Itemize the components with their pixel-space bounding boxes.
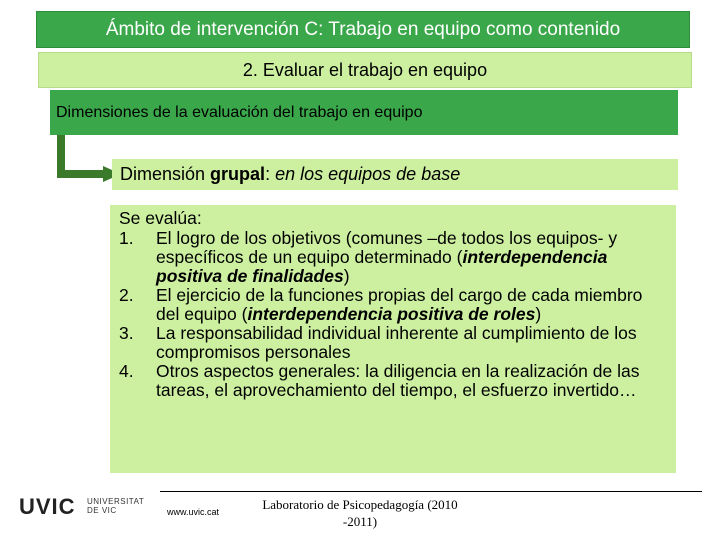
- lab-credit-line-2: -2011): [342, 514, 378, 529]
- list-item: [119, 286, 668, 324]
- list-item-tail: ): [535, 304, 542, 324]
- dimension-label-box: [112, 159, 678, 190]
- list-item-text: [156, 362, 668, 400]
- list-item-emphasis: interdependencia positiva de roles: [247, 304, 536, 324]
- section-subtitle: [38, 52, 692, 88]
- dimension-italic: en los equipos de base: [275, 164, 461, 184]
- dimension-separator: :: [265, 164, 276, 184]
- website-link[interactable]: www.uvic.cat: [167, 507, 220, 517]
- dimensions-heading: [50, 90, 678, 135]
- logo-line-1: UNIVERSITAT: [87, 497, 145, 506]
- logo-line-2: DE VIC: [87, 506, 117, 515]
- list-item-body: La responsabilidad individual inherente al cumplimiento de los compromisos personales: [156, 323, 637, 362]
- list-item-text: [156, 324, 668, 362]
- list-item-tail: ): [343, 266, 350, 286]
- list-item: [119, 229, 668, 286]
- list-item-number: 3.: [119, 323, 134, 343]
- dimensions-heading-text: Dimensiones de la evaluación del trabajo en equipo: [56, 103, 423, 121]
- dimension-bold: grupal: [210, 164, 266, 184]
- uvic-logo-text: [87, 497, 144, 515]
- list-item: [119, 324, 668, 362]
- list-item: [119, 362, 668, 400]
- slide-title-text: Ámbito de intervención C: Trabajo en equipo como contenido: [105, 18, 621, 40]
- evaluation-intro: Se evalúa:: [119, 208, 202, 228]
- dimension-prefix: Dimensión: [120, 164, 211, 184]
- list-item-number: 1.: [119, 228, 134, 248]
- list-item-body: Otros aspectos generales: la diligencia en la realización de las tareas, el aprovechamiento del tiempo, el esfuerzo invertido…: [156, 361, 640, 400]
- footer-divider: [160, 491, 702, 492]
- list-item-number: 4.: [119, 361, 134, 381]
- evaluation-box: [110, 205, 676, 473]
- list-item-body: El logro de los objetivos (comunes –de todos los equipos- y específicos de un equipo determinado (: [156, 228, 618, 267]
- section-subtitle-text: 2. Evaluar el trabajo en equipo: [242, 59, 488, 80]
- list-item-body: El ejercicio de la funciones propias del cargo de cada miembro del equipo (: [156, 285, 643, 324]
- evaluation-list: [119, 229, 668, 400]
- list-item-text: [156, 229, 668, 286]
- uvic-logo: UVIC: [19, 494, 76, 519]
- slide-title: [36, 11, 690, 48]
- list-item-emphasis: interdependencia positiva de finalidades: [156, 247, 608, 286]
- list-item-number: 2.: [119, 285, 134, 305]
- lab-credit: [250, 496, 470, 530]
- list-item-text: [156, 286, 668, 324]
- lab-credit-line-1: Laboratorio de Psicopedagogía (2010: [262, 497, 458, 512]
- dimension-label: [120, 164, 460, 185]
